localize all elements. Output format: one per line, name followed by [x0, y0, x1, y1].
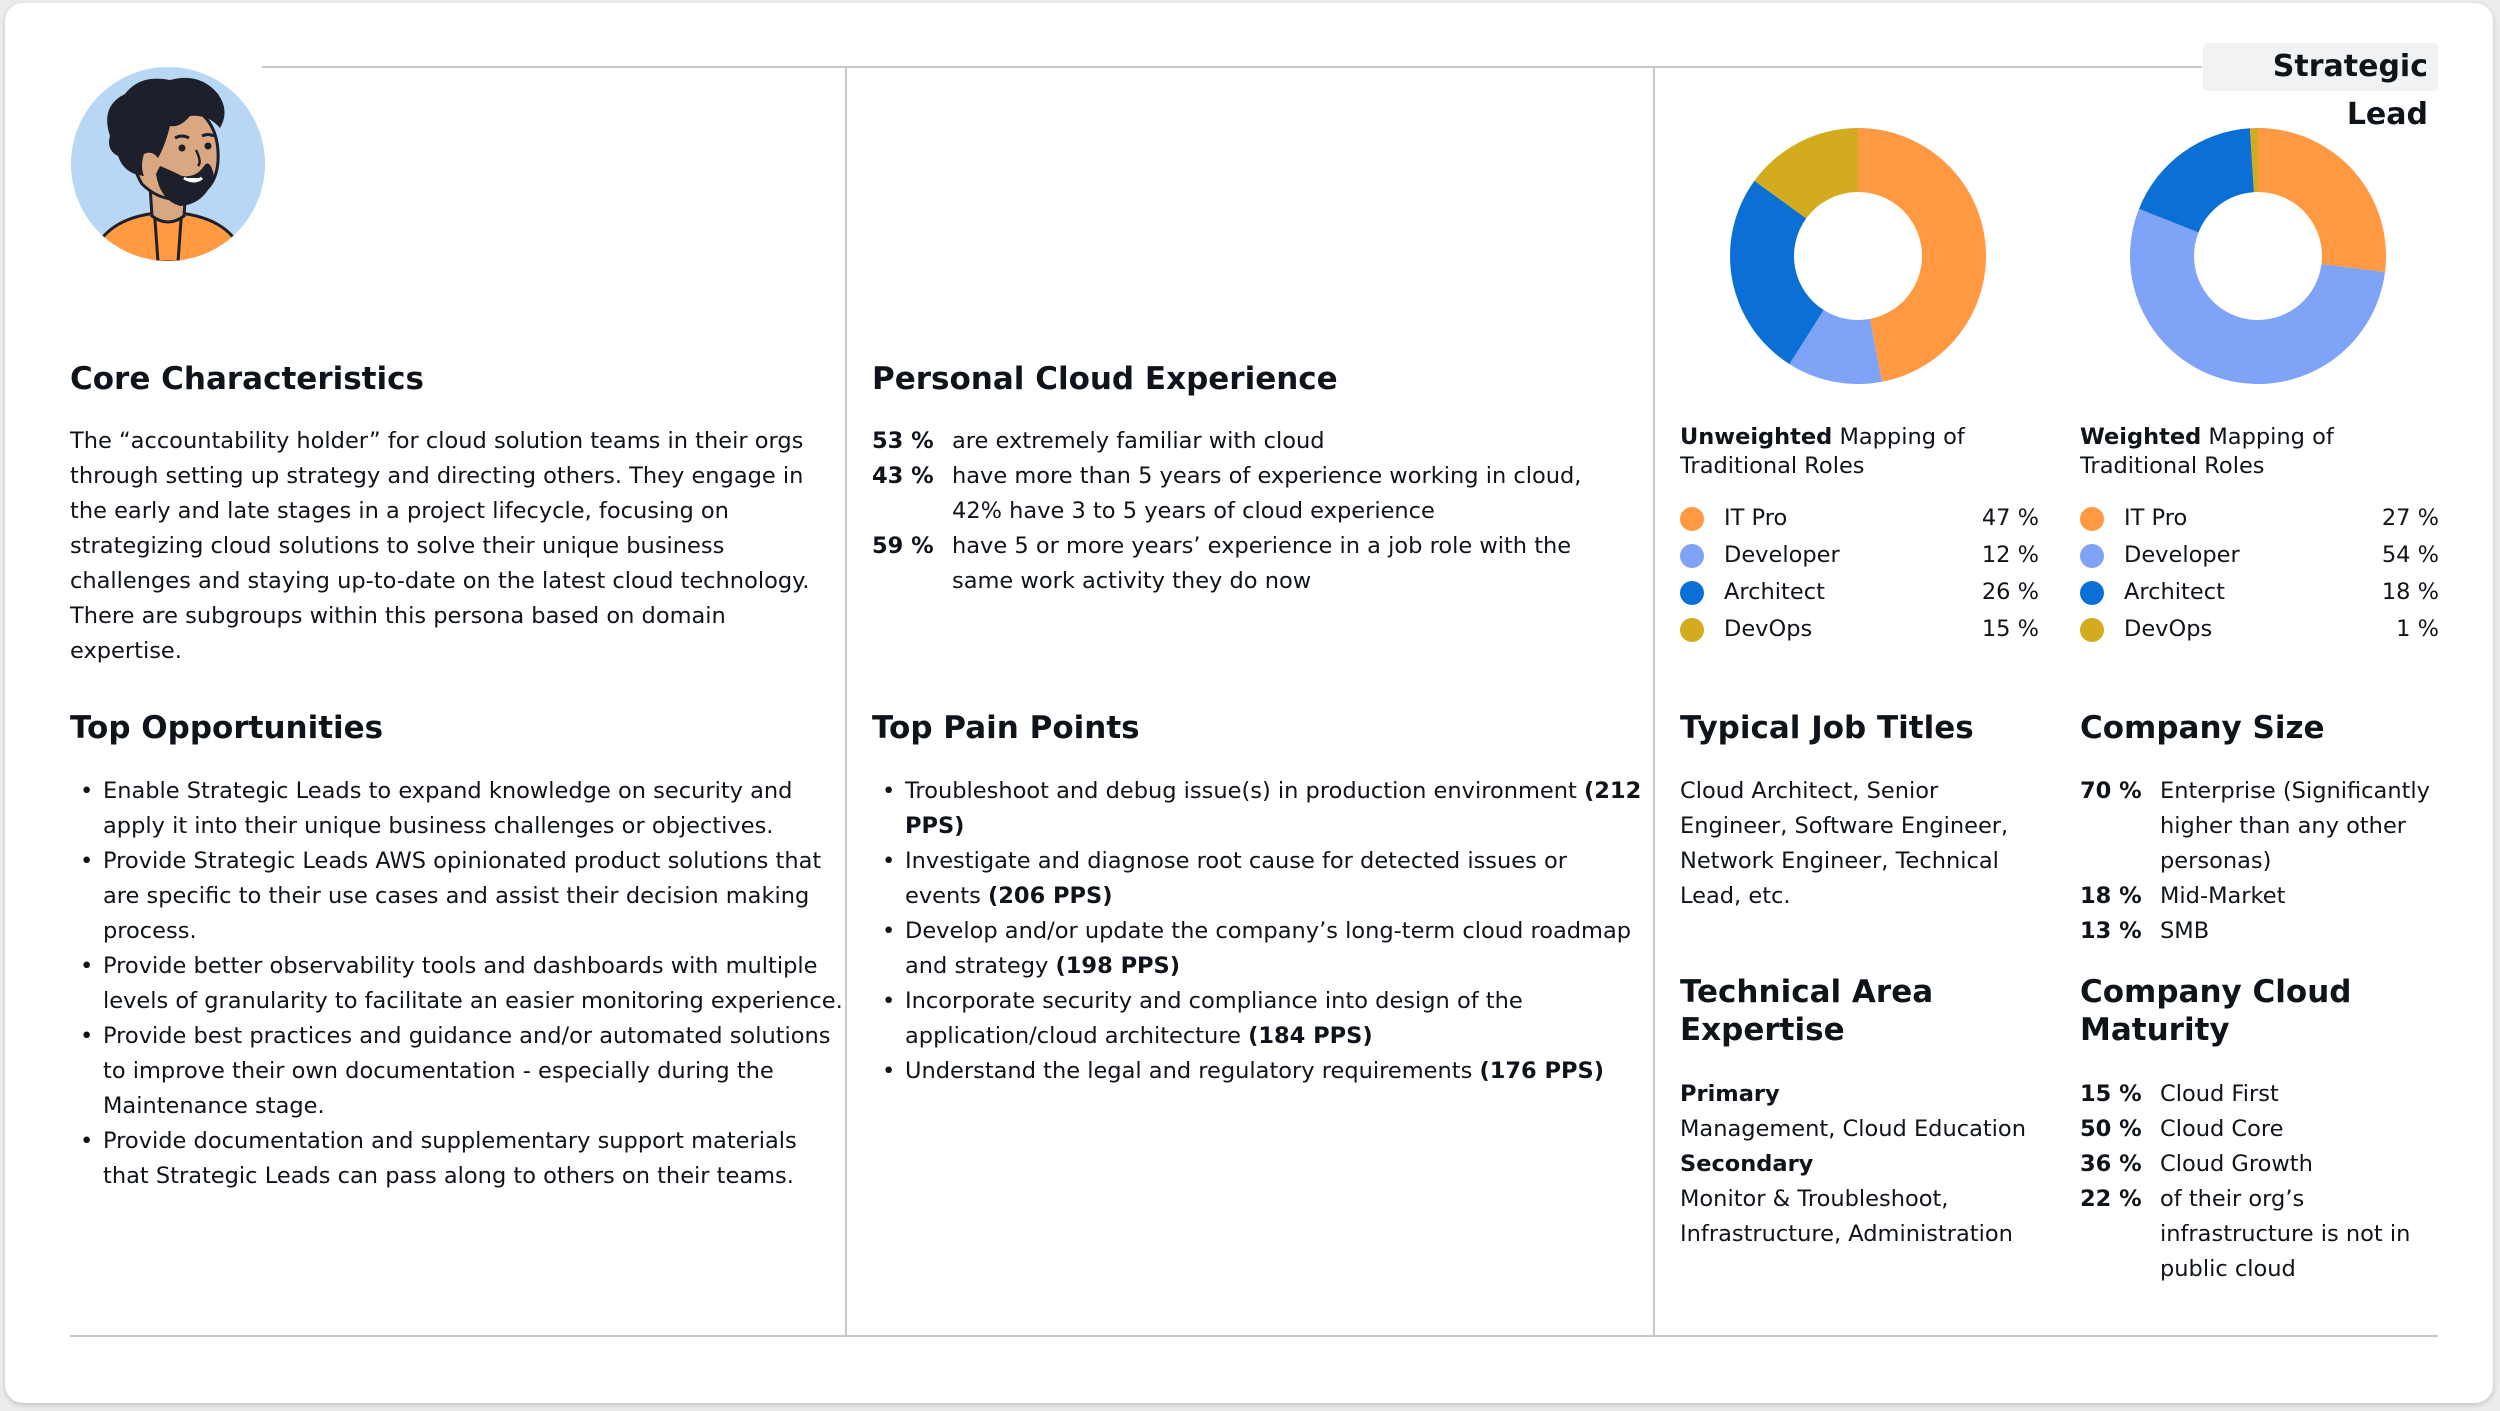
opportunities-list	[70, 774, 845, 1194]
pain-point-text: Investigate and diagnose root cause for detected issues or events	[905, 848, 1568, 909]
list-item	[872, 984, 1647, 1054]
chart-title-rest: Mapping of Traditional Roles	[1680, 424, 1965, 479]
pain-point-score: (198 PPS)	[1055, 953, 1181, 979]
stat-percent: 43 %	[872, 463, 934, 489]
stat-row	[2080, 1147, 2440, 1182]
stat-row	[2080, 1182, 2440, 1287]
legend-label: DevOps	[1724, 616, 1813, 642]
legend-value: 27 %	[2381, 505, 2439, 531]
legend-value: 47 %	[1981, 505, 2039, 531]
chart-title-rest: Mapping of Traditional Roles	[2080, 424, 2334, 479]
top-pain-points-heading: Top Pain Points	[872, 710, 1140, 746]
stat-text: of their org’s infrastructure is not in public cloud	[2160, 1186, 2411, 1282]
legend-value: 15 %	[1981, 616, 2039, 642]
typical-job-titles-heading: Typical Job Titles	[1680, 710, 1974, 746]
core-characteristics-heading: Core Characteristics	[70, 361, 424, 397]
pain-point-text: Understand the legal and regulatory requirements	[905, 1058, 1480, 1084]
legend-row	[2080, 537, 2439, 574]
stat-percent: 53 %	[872, 428, 934, 454]
legend-value: 12 %	[1981, 542, 2039, 568]
stat-text: Cloud Growth	[2160, 1151, 2313, 1177]
chart-title-bold: Unweighted	[1680, 424, 1833, 450]
list-item: • Provide documentation and supplementary support materials that Strategic Leads can pass along to others on their teams.	[70, 1124, 845, 1194]
legend-label: IT Pro	[1724, 505, 1788, 531]
list-item: • Provide best practices and guidance and/or automated solutions to improve their own documentation - especially during the Maintenance stage.	[70, 1019, 845, 1124]
donut-slice-it-pro	[2258, 128, 2386, 272]
legend-row	[2080, 500, 2439, 537]
primary-label: Primary	[1680, 1081, 1780, 1107]
list-item: • Provide better observability tools and dashboards with multiple levels of granularity to facilitate an easier monitoring experience.	[70, 949, 845, 1019]
legend-label: IT Pro	[2124, 505, 2188, 531]
stat-row	[2080, 1077, 2440, 1112]
stat-percent: 36 %	[2080, 1151, 2142, 1177]
bottom-divider	[70, 1335, 2438, 1337]
pain-points-list	[872, 774, 1647, 1089]
unweighted-chart-title	[1680, 423, 2010, 481]
legend-swatch	[1680, 581, 1704, 605]
weighted-chart-title	[2080, 423, 2410, 481]
donut-slice-it-pro	[1858, 128, 1986, 382]
experience-stats	[872, 424, 1632, 599]
stat-row	[2080, 1112, 2440, 1147]
legend-label: Developer	[2124, 542, 2240, 568]
pain-point-text: Develop and/or update the company’s long-term cloud roadmap and strategy	[905, 918, 1632, 979]
stat-percent: 13 %	[2080, 918, 2142, 944]
stat-row	[872, 424, 1632, 459]
legend-value: 26 %	[1981, 579, 2039, 605]
legend-value: 1 %	[2396, 616, 2439, 642]
legend-label: Architect	[2124, 579, 2225, 605]
pain-point-score: (184 PPS)	[1248, 1023, 1373, 1049]
primary-value: Management, Cloud Education	[1680, 1116, 2026, 1142]
job-titles-text: Cloud Architect, Senior Engineer, Software Engineer, Network Engineer, Technical Lead, etc.	[1680, 778, 2009, 909]
stat-text: Mid-Market	[2160, 883, 2286, 909]
stat-text: Cloud First	[2160, 1081, 2279, 1107]
legend-swatch	[2080, 507, 2104, 531]
personal-cloud-experience-heading: Personal Cloud Experience	[872, 361, 1338, 397]
stat-row	[2080, 879, 2440, 914]
technical-area-details	[1680, 1077, 2030, 1252]
stat-percent: 70 %	[2080, 778, 2142, 804]
secondary-label: Secondary	[1680, 1151, 1814, 1177]
legend-row	[2080, 574, 2439, 611]
stat-text: have 5 or more years’ experience in a job role with the same work activity they do now	[952, 533, 1572, 594]
stat-row	[2080, 914, 2440, 949]
legend-swatch	[1680, 618, 1704, 642]
stat-percent: 22 %	[2080, 1186, 2142, 1212]
avatar	[70, 66, 266, 262]
list-item: • Enable Strategic Leads to expand knowledge on security and apply it into their unique business challenges or objectives.	[70, 774, 845, 844]
persona-card	[5, 3, 2493, 1403]
weighted-donut-chart	[2130, 128, 2386, 384]
legend-value: 54 %	[2381, 542, 2439, 568]
legend-row	[1680, 574, 2039, 611]
column-divider-1	[845, 67, 847, 1337]
stat-row	[2080, 774, 2440, 879]
company-cloud-maturity-heading: Company Cloud Maturity	[2080, 974, 2352, 1048]
column-divider-2	[1653, 67, 1655, 1337]
top-opportunities-heading: Top Opportunities	[70, 710, 384, 746]
list-item	[872, 844, 1647, 914]
stat-text: Cloud Core	[2160, 1116, 2284, 1142]
stat-percent: 50 %	[2080, 1116, 2142, 1142]
legend-label: Architect	[1724, 579, 1825, 605]
legend-label: Developer	[1724, 542, 1840, 568]
list-item	[872, 774, 1647, 844]
stat-text: are extremely familiar with cloud	[952, 428, 1325, 454]
legend-swatch	[1680, 544, 1704, 568]
legend-swatch	[1680, 507, 1704, 531]
legend-swatch	[2080, 581, 2104, 605]
cloud-maturity-stats	[2080, 1077, 2440, 1287]
persona-badge: Strategic Lead	[2203, 43, 2438, 91]
chart-title-bold: Weighted	[2080, 424, 2202, 450]
pain-point-text: Troubleshoot and debug issue(s) in production environment	[905, 778, 1584, 804]
unweighted-legend	[1680, 500, 2039, 648]
stat-percent: 59 %	[872, 533, 934, 559]
list-item: • Provide Strategic Leads AWS opinionated product solutions that are specific to their use cases and assist their decision making process.	[70, 844, 845, 949]
secondary-value: Monitor & Troubleshoot, Infrastructure, Administration	[1680, 1186, 2013, 1247]
legend-value: 18 %	[2381, 579, 2439, 605]
stat-percent: 15 %	[2080, 1081, 2142, 1107]
pain-point-score: (212 PPS)	[905, 778, 1642, 839]
stat-percent: 18 %	[2080, 883, 2142, 909]
legend-label: DevOps	[2124, 616, 2213, 642]
pain-point-score: (206 PPS)	[987, 883, 1113, 909]
stat-text: have more than 5 years of experience working in cloud, 42% have 3 to 5 years of cloud experience	[952, 463, 1582, 524]
unweighted-donut-chart	[1730, 128, 1986, 384]
stat-row	[872, 459, 1632, 529]
company-size-stats	[2080, 774, 2440, 949]
top-divider	[262, 66, 2202, 68]
legend-row	[2080, 611, 2439, 648]
legend-row	[1680, 537, 2039, 574]
legend-swatch	[2080, 544, 2104, 568]
technical-area-expertise-heading: Technical Area Expertise	[1680, 974, 1934, 1048]
legend-row	[1680, 611, 2039, 648]
legend-row	[1680, 500, 2039, 537]
list-item	[872, 914, 1647, 984]
weighted-legend	[2080, 500, 2439, 648]
legend-swatch	[2080, 618, 2104, 642]
stat-text: SMB	[2160, 918, 2210, 944]
core-characteristics-text: The “accountability holder” for cloud solution teams in their orgs through setting up strategy and directing others. They engage in the early and late stages in a project lifecycle, focusing on strategizing cloud solutions to solve their unique business challenges and staying up-to-date on the latest cloud technology. There are subgroups within this persona based on domain expertise.	[70, 428, 810, 664]
stat-text: Enterprise (Significantly higher than any other personas)	[2160, 778, 2430, 874]
stat-row	[872, 529, 1632, 599]
pain-point-score: (176 PPS)	[1479, 1058, 1605, 1084]
company-size-heading: Company Size	[2080, 710, 2325, 746]
pain-point-text: Incorporate security and compliance into design of the application/cloud architecture	[905, 988, 1523, 1049]
list-item	[872, 1054, 1647, 1089]
